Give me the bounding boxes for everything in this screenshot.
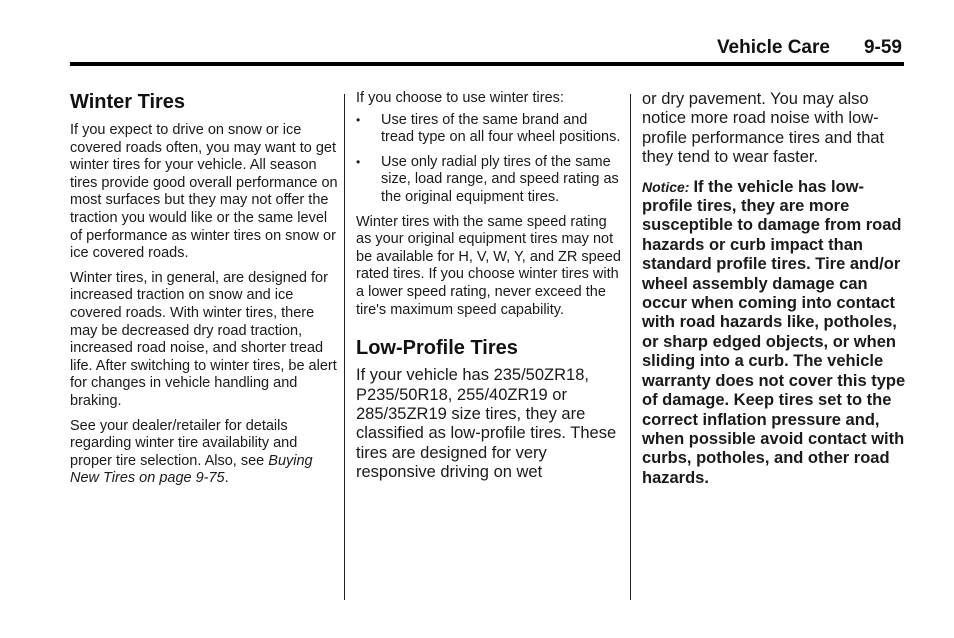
notice-block — [642, 178, 906, 489]
low-profile-tires-heading: Low-Profile Tires — [356, 337, 518, 360]
column-1 — [70, 90, 338, 495]
low-profile-continued-paragraph: or dry pavement. You may also notice more road noise with low-profile performance tires and that they tend to wear faster. — [642, 90, 885, 167]
cross-reference-link[interactable]: Buying New Tires on page 9-75 — [70, 452, 313, 487]
winter-tires-paragraph-2: Winter tires, in general, are designed for increased traction on snow and ice covered roads. With winter tires, there may be decreased dry road traction, increased road noise, and shorter tread life. After switching to winter tires, be alert for changes in vehicle handling and braking. — [70, 269, 337, 409]
column-3 — [642, 90, 906, 488]
column-divider-2 — [630, 94, 631, 600]
winter-tires-paragraph-3 — [70, 418, 338, 488]
list-item-text: Use tires of the same brand and tread type on all four wheel positions. — [381, 111, 621, 146]
speed-rating-paragraph: Winter tires with the same speed rating as your original equipment tires may not be available for H, V, W, Y, and ZR speed rated tires. If you choose winter tires with a lower speed rating, never exceed the tire's maximum speed capability. — [356, 213, 621, 318]
column-2 — [356, 90, 622, 483]
header-rule — [70, 62, 904, 66]
list-item-text: Use only radial ply tires of the same size, load range, and speed rating as the original equipment tires. — [381, 153, 619, 205]
column-divider-1 — [344, 94, 345, 600]
winter-tires-heading: Winter Tires — [70, 91, 186, 113]
winter-tires-list — [356, 112, 622, 207]
notice-text: If the vehicle has low-profile tires, they are more susceptible to damage from road hazards or curb impact than standard profile tires. Tire and/or wheel assembly damage can occur when coming into contact with road hazards like, potholes, or sharp edged objects, or when sliding into a curb. The vehicle warranty does not cover this type of damage. Keep tires set to the correct inflation pressure and, when possible avoid contact with curbs, potholes, and other road hazards. — [642, 177, 906, 487]
bullet-icon: • — [356, 154, 361, 169]
dealer-text: See your dealer/retailer for details regarding winter tire availability and proper tire selection. Also, see — [70, 417, 298, 469]
section-title: Vehicle Care — [716, 37, 830, 58]
notice-label: Notice: — [642, 178, 690, 195]
running-header — [717, 37, 902, 59]
list-item — [356, 154, 622, 207]
period: . — [224, 470, 229, 487]
winter-tires-paragraph-1: If you expect to drive on snow or ice covered roads often, you may want to get winter tires for your vehicle. All season tires provide good overall performance on most surfaces but they may not offer the traction you would like or the same level of performance as winter tires on snow or ice covered roads. — [70, 122, 338, 262]
list-item — [356, 112, 622, 147]
low-profile-paragraph: If your vehicle has 235/50ZR18, P235/50R18, 255/40ZR19 or 285/35ZR19 size tires, they are classified as low-profile tires. These tires are designed for very responsive driving on wet — [356, 366, 617, 482]
bullet-icon: • — [356, 112, 361, 127]
winter-tires-intro: If you choose to use winter tires: — [356, 90, 564, 106]
page-number: 9-59 — [863, 37, 902, 58]
